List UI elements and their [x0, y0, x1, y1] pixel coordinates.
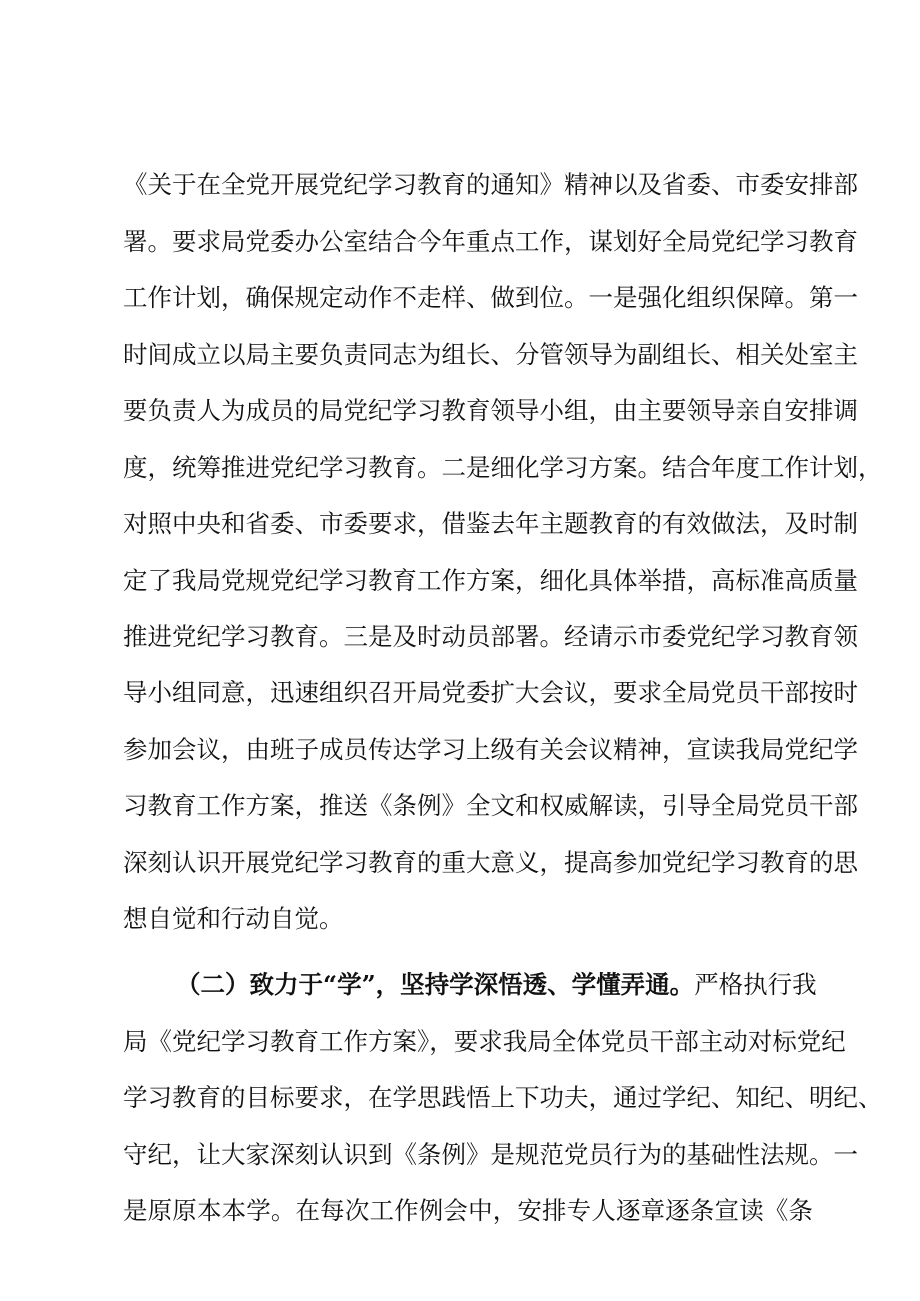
paragraph-2-line-1 — [176, 965, 817, 1005]
paragraph-1-line-8: 定了我局党规党纪学习教育工作方案，细化具体举措，高标准高质量 — [123, 566, 858, 595]
paragraph-1-line-11: 参加会议，由班子成员传达学习上级有关会议精神，宣读我局党纪学 — [123, 735, 858, 764]
paragraph-1-line-3: 工作计划，确保规定动作不走样、做到位。一是强化组织保障。第一 — [123, 283, 858, 312]
paragraph-1-line-12: 习教育工作方案，推送《条例》全文和权威解读，引导全局党员干部 — [123, 791, 858, 820]
paragraph-1-line-4: 时间成立以局主要负责同志为组长、分管领导为副组长、相关处室主 — [123, 340, 858, 369]
paragraph-1-line-13: 深刻认识开展党纪学习教育的重大意义，提高参加党纪学习教育的思 — [123, 848, 858, 877]
paragraph-1-line-9: 推进党纪学习教育。三是及时动员部署。经请示市委党纪学习教育领 — [123, 622, 858, 651]
paragraph-2-line-2: 局《党纪学习教育工作方案》，要求我局全体党员干部主动对标党纪 — [123, 1027, 846, 1056]
paragraph-2-line-4: 守纪，让大家深刻认识到《条例》是规范党员行为的基础性法规。一 — [123, 1140, 858, 1169]
paragraph-1-line-6: 度，统筹推进党纪学习教育。二是细化学习方案。结合年度工作计划， — [123, 453, 883, 482]
paragraph-1-line-14: 想自觉和行动自觉。 — [123, 904, 344, 933]
paragraph-1-line-7: 对照中央和省委、市委要求，借鉴去年主题教育的有效做法，及时制 — [123, 509, 858, 538]
section-heading: （二）致力于“学”，坚持学深悟透、学懂弄通。 — [176, 970, 695, 999]
paragraph-2-line-3: 学习教育的目标要求，在学思践悟上下功夫，通过学纪、知纪、明纪、 — [123, 1083, 883, 1112]
paragraph-1-line-2: 署。要求局党委办公室结合今年重点工作，谋划好全局党纪学习教育 — [123, 227, 858, 256]
paragraph-2-line-1-rest: 严格执行我 — [694, 970, 817, 999]
paragraph-1-line-1: 《关于在全党开展党纪学习教育的通知》精神以及省委、市委安排部 — [123, 170, 858, 199]
paragraph-1-line-5: 要负责人为成员的局党纪学习教育领导小组，由主要领导亲自安排调 — [123, 396, 858, 425]
paragraph-2-line-5: 是原原本本学。在每次工作例会中，安排专人逐章逐条宣读《条 — [123, 1196, 813, 1225]
paragraph-1-line-10: 导小组同意，迅速组织召开局党委扩大会议，要求全局党员干部按时 — [123, 678, 858, 707]
